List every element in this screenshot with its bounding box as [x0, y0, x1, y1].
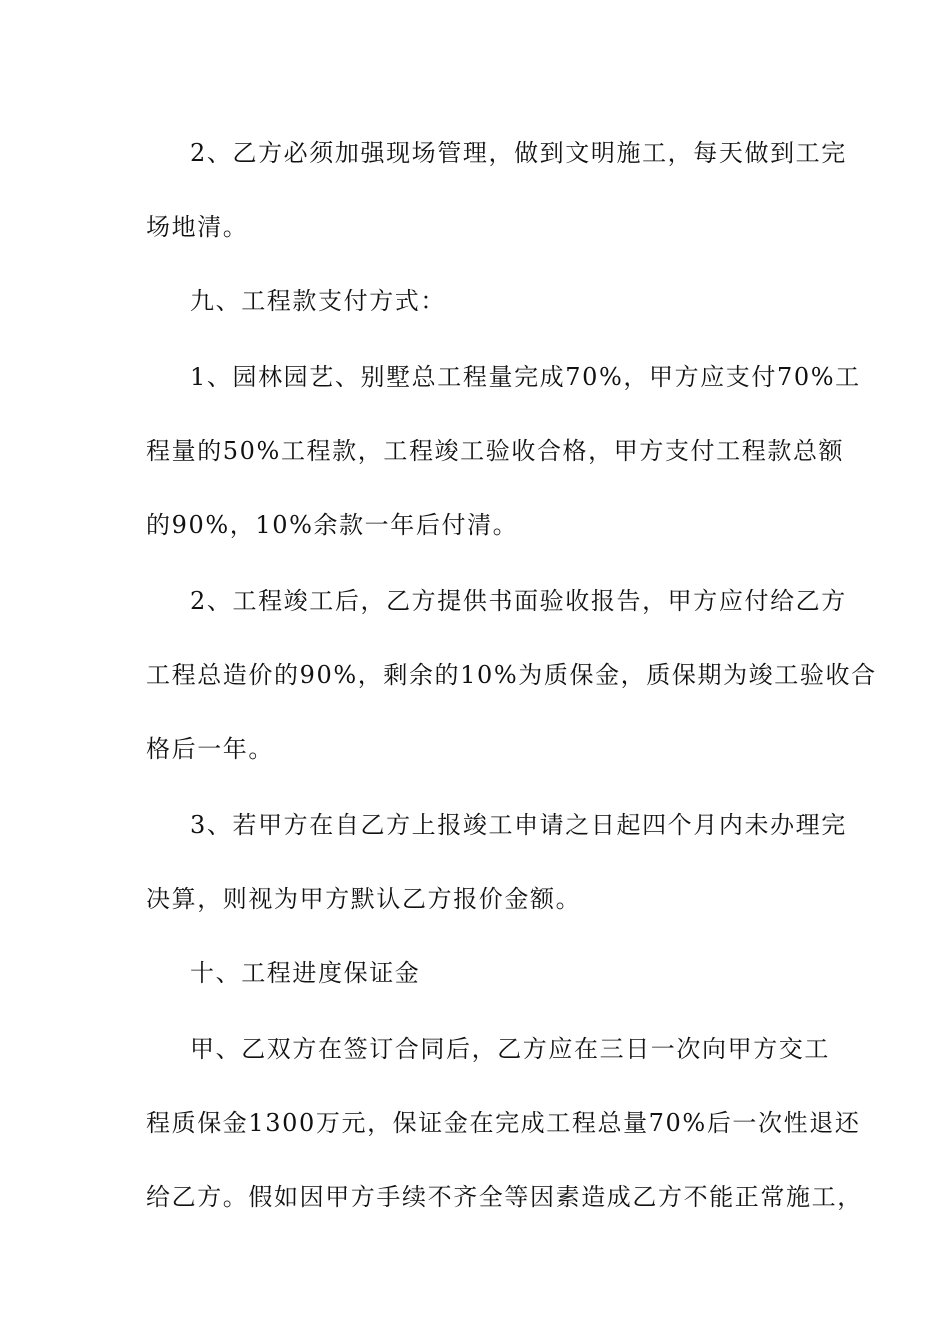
section-heading: 九、工程款支付方式：: [190, 287, 446, 315]
paragraph-line: 决算，则视为甲方默认乙方报价金额。: [146, 885, 582, 913]
paragraph-line: 场地清。: [146, 213, 249, 241]
paragraph-line: 格后一年。: [146, 735, 274, 763]
paragraph-line: 给乙方。假如因甲方手续不齐全等因素造成乙方不能正常施工，: [146, 1183, 863, 1211]
paragraph-line: 工程总造价的90%，剩余的10%为质保金，质保期为竣工验收合: [146, 661, 877, 689]
paragraph-line: 3、若甲方在自乙方上报竣工申请之日起四个月内未办理完: [190, 811, 847, 839]
section-heading: 十、工程进度保证金: [190, 959, 421, 987]
paragraph-line: 甲、乙双方在签订合同后，乙方应在三日一次向甲方交工: [190, 1035, 830, 1063]
paragraph-line: 2、工程竣工后，乙方提供书面验收报告，甲方应付给乙方: [190, 587, 847, 615]
paragraph-line: 程质保金1300万元，保证金在完成工程总量70%后一次性退还: [146, 1109, 861, 1137]
paragraph-line: 的90%，10%余款一年后付清。: [146, 511, 519, 539]
paragraph-line: 1、园林园艺、别墅总工程量完成70%，甲方应支付70%工: [190, 363, 861, 391]
paragraph-line: 2、乙方必须加强现场管理，做到文明施工，每天做到工完: [190, 139, 847, 167]
paragraph-line: 程量的50%工程款，工程竣工验收合格，甲方支付工程款总额: [146, 437, 845, 465]
